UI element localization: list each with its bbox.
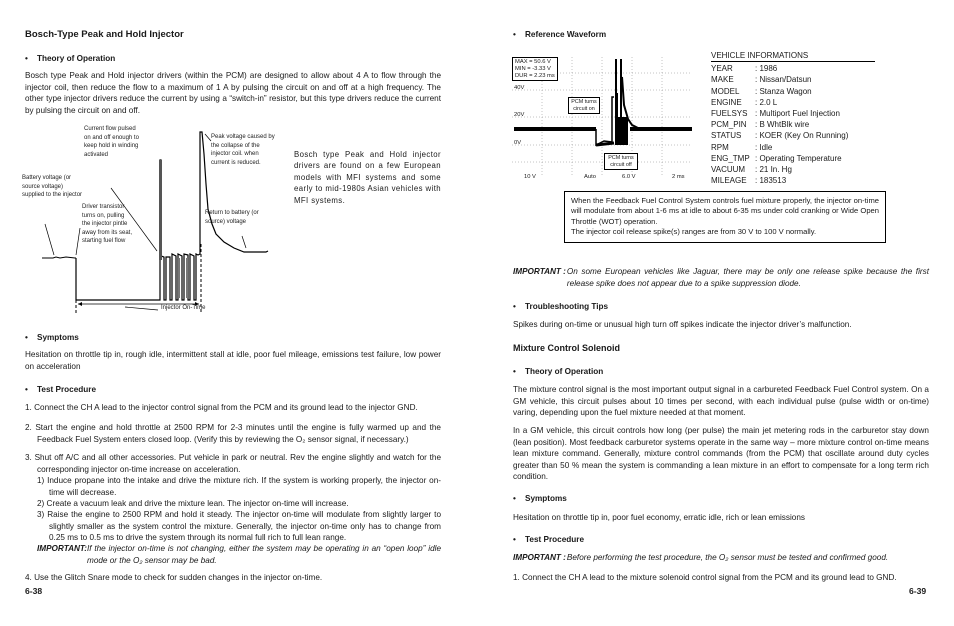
injector-waveform-diagram [20,124,282,314]
readout-min: MIN = -3.33 V [515,65,551,72]
mixture-symptoms-heading: • Symptoms [513,494,567,503]
important-text: Before performing the test procedure, the O₂ sensor must be tested and confirmed good. [566,553,889,562]
note-line-2: The injector coil release spike(s) ranges are from 30 V to 100 V normally. [571,227,817,237]
vehicle-info-row: MAKE : Nissan/Datsun [711,75,812,85]
important-text: If the injector on-time is not changing, either the system may be operating in an “open loop” idle mode or the O₂ sensor may be bad. [87,544,441,565]
troubleshooting-body: Spikes during on-time or unusual high turn off spikes indicate the injector driver’s malfunction. [513,320,852,329]
vehicle-info-row: YEAR : 1986 [711,64,778,74]
vehicle-info-row: ENGINE : 2.0 L [711,97,778,107]
mixture-symptoms-body: Hesitation on throttle tip in, poor fuel economy, erratic idle, rich or lean emissions [513,513,806,522]
test-procedure-heading: • Test Procedure [25,385,96,394]
bottom-label-time: 2 ms [672,174,685,180]
mixture-test-heading: • Test Procedure [513,535,584,544]
reference-waveform-heading: • Reference Waveform [513,30,606,39]
vehicle-info-row: MODEL : Stanza Wagon [711,86,812,96]
important-text: On some European vehicles like Jaguar, there may be only one release spike because the first release spike does not appear due to a spike suppression diode. [566,267,929,288]
theory-heading: • Theory of Operation [25,54,115,63]
readout-dur: DUR = 2.23 ms [515,72,555,79]
mixture-important-note [513,552,929,564]
note-line-1: When the Feedback Fuel Control System controls fuel mixture properly, the injector on-time will modulate from about 1-6 ms at idle to about 6-35 ms under cold cranking or Wide Open Throttle (WOT) operation. [571,196,879,226]
right-page [477,0,954,626]
label-driver-transistor: Driver transistor turns on, pulling the injector pintle away from its seat, starting fuel flow [82,204,133,245]
bottom-label-trigger: Auto [584,174,596,180]
vehicle-info-title: VEHICLE INFORMATIONS [711,50,875,62]
vehicle-info-row: PCM_PIN : B WhtBlk wire [711,120,810,130]
important-note [37,543,441,566]
important-label: IMPORTANT : [513,267,566,276]
label-return-battery: Return to battery (or source) voltage [205,210,259,225]
theory-body: Bosch type Peak and Hold injector drivers (within the PCM) are designed to allow about 4 A to flow through the injector coil, then reduce the flow to a maximum of 1 A by pulsing the circuit on and off at a high frequency. The other type injector drivers reduce the current by using a “switch-in” resistor, but this type drivers reduce the current by pulsing the circuit on and off. [25,71,441,115]
important-label: IMPORTANT : [513,553,566,562]
step-1: 1. Connect the CH A lead to the injector control signal from the PCM and its ground lead to the injector GND. [25,403,418,412]
troubleshooting-heading: • Troubleshooting Tips [513,302,608,311]
mixture-theory-p1: The mixture control signal is the most important output signal in a carbureted Feedback Fuel Control system. On a GM vehicle, this circuit pulses about 10 times per second, with each individual pulse (pulse width or on-time) varing, depending upon the fuel mixture needed at that moment. [513,385,929,418]
callout-circuit-off: PCM turns circuit off [604,153,638,170]
mixture-title: Mixture Control Solenoid [513,343,620,353]
label-current-flow: Current flow pulsed on and off enough to keep hold in winding activated [84,126,139,158]
y-label-40v: 40V [514,85,525,91]
note-box [564,191,886,243]
label-battery-voltage: Battery voltage (or source voltage) supplied to the injector [22,175,83,199]
y-label-0v: 0V [514,140,522,146]
substep-1: 1) Induce propane into the intake and drive the mixture rich. If the system is working properly, the injector on-time will decrease. [37,476,441,497]
bottom-label-volts: 10 V [524,174,536,180]
page-number-left: 6-38 [25,586,43,596]
mixture-theory-heading: • Theory of Operation [513,367,603,376]
readout-max: MAX = 50.6 V [515,59,551,65]
vehicle-info [711,50,875,186]
scope-waveform [512,57,692,181]
vehicle-info-row: VACUUM : 21 In. Hg [711,164,792,174]
important-label: IMPORTANT: [37,544,88,553]
scope-bottom-labels [512,174,692,181]
symptoms-body: Hesitation on throttle tip in, rough idle, intermittent stall at idle, poor fuel mileage, emissions test failure, low power on acceleration [25,350,441,371]
page-number-right: 6-39 [909,586,927,596]
substep-3: 3) Raise the engine to 2500 RPM and hold it steady. The injector on-time will modulate from slightly larger to slightly smaller as the system control the mixture. Generally, the injector on-time only has to change from 0.25 ms to 0.5 ms to drive the system through its normal full rich to full lean range. [37,510,441,543]
vehicle-info-row: RPM : Idle [711,142,773,152]
y-label-20v: 20V [514,112,525,118]
substep-2: 2) Create a vacuum leak and drive the mixture lean. The injector on-time will increase. [37,499,349,508]
mixture-step-1: 1. Connect the CH A lead to the mixture solenoid control signal from the PCM and its ground lead to GND. [513,573,897,582]
callout-circuit-on: PCM turns circuit on [568,97,600,114]
side-note: Bosch type Peak and Hold injector drivers are found on a few European models with MFI systems and some early to mid-1980s Asian vehicles with MFI systems. [294,150,441,205]
label-injector-on-time: Injector On-Time [161,305,206,311]
label-peak-voltage: Peak voltage caused by the collapse of the injector coil. when current is reduced. [211,134,275,166]
vehicle-info-row: STATUS : KOER (Key On Running) [711,131,849,141]
vehicle-info-row: FUELSYS : Multiport Fuel Injection [711,108,840,118]
page-title: Bosch-Type Peak and Hold Injector [25,29,184,40]
mixture-theory-p2: In a GM vehicle, this circuit controls how long (per pulse) the main jet metering rods in the carburetor stay down (lean position). Most feedback carburetor systems operate in the same way – more mixture control on-time means lean mixture command. Generally, mixture control commands (from the PCM) that oscillate around duty cycles greater than 50 % mean the system is commanding a lean mixture in an effort to compensate for a long term rich condition. [513,426,929,482]
vehicle-info-row: MILEAGE : 183513 [711,176,787,186]
step-3: 3. Shut off A/C and all other accessories. Put vehicle in park or neutral. Rev the engine slightly and watch for the corresponding injector on-time increase on acceleration. [25,453,441,474]
step-2: 2. Start the engine and hold throttle at 2500 RPM for 2-3 minutes until the engine is fully warmed up and the Feedback Fuel System enters closed loop. (Verify this by reviewing the O₂ sensor signal, if necessary.) [25,423,441,444]
bottom-label-level: 6.0 V [622,174,636,180]
scope-readout [512,57,558,81]
step-4: 4. Use the Glitch Snare mode to check for sudden changes in the injector on-time. [25,573,323,582]
vehicle-info-row: ENG_TMP : Operating Temperature [711,153,842,163]
symptoms-heading: • Symptoms [25,333,79,342]
important-note-jaguar [513,266,929,289]
